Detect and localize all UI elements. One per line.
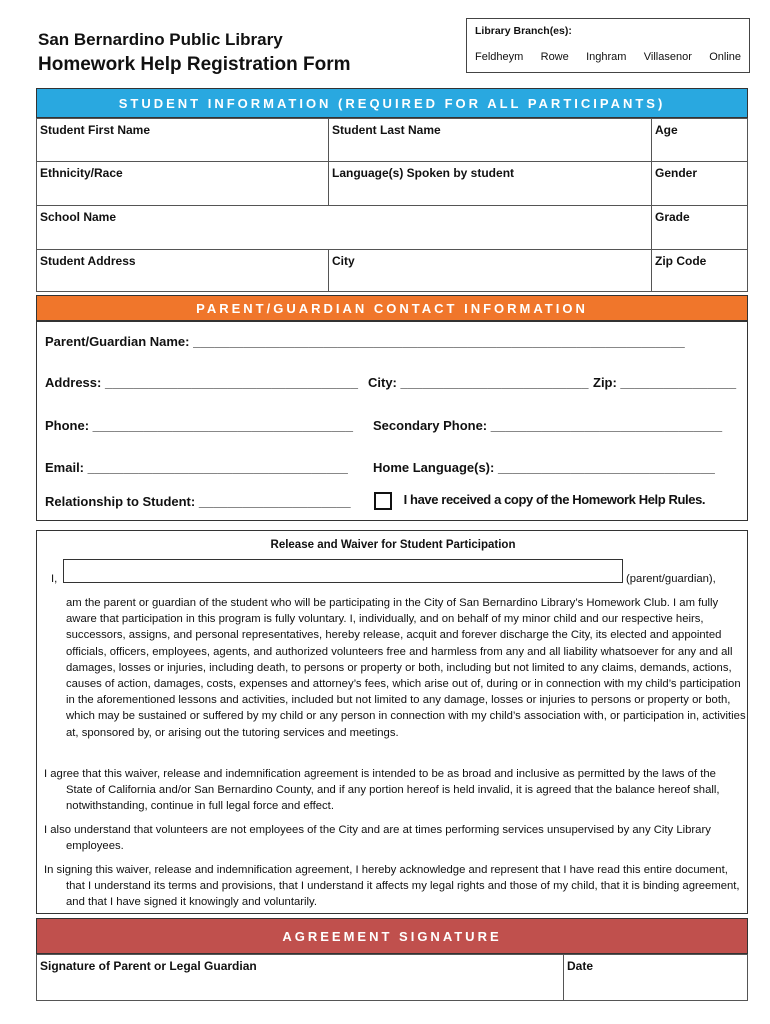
waiver-para-2: I agree that this waiver, release and indemnification agreement is intended to be as broad and inclusive as permitted by the laws of the State of California and/or San Bernardino County, and if any portion hereof is held invalid, it is agreed that the balance hereof shall, notwithstanding, continue in full legal force and effect. bbox=[44, 768, 720, 813]
waiver-title: Release and Waiver for Student Participation bbox=[270, 539, 516, 551]
student-address-field[interactable]: Student Address bbox=[37, 250, 329, 292]
branch-rowe[interactable]: Rowe bbox=[540, 51, 569, 63]
signature-field[interactable]: Signature of Parent or Legal Guardian bbox=[37, 955, 564, 1001]
branch-selector bbox=[466, 18, 750, 73]
student-language-field[interactable]: Language(s) Spoken by student bbox=[329, 162, 652, 206]
branch-online[interactable]: Online bbox=[709, 51, 741, 63]
agreement-section-header: AGREEMENT SIGNATURE bbox=[36, 918, 748, 954]
student-gender-field[interactable]: Gender bbox=[652, 162, 748, 206]
student-zip-field[interactable]: Zip Code bbox=[652, 250, 748, 292]
parent-section-header: PARENT/GUARDIAN CONTACT INFORMATION bbox=[36, 295, 748, 321]
rules-ack-label: I have received a copy of the Homework Help Rules. bbox=[403, 492, 706, 508]
student-grade-field[interactable]: Grade bbox=[652, 206, 748, 250]
student-first-name-field[interactable]: Student First Name bbox=[37, 119, 329, 162]
waiver-parent-guardian-label: (parent/guardian), bbox=[626, 573, 716, 585]
waiver-para-3: I also understand that volunteers are not employees of the City and are at times performing services unsupervised by any City Library employees. bbox=[44, 824, 711, 853]
parent-zip-field[interactable]: Zip: ________________ bbox=[593, 375, 737, 390]
student-section-header: STUDENT INFORMATION (REQUIRED FOR ALL PARTICIPANTS) bbox=[36, 88, 748, 118]
student-ethnicity-field[interactable]: Ethnicity/Race bbox=[37, 162, 329, 206]
branch-label: Library Branch(es): bbox=[475, 25, 572, 37]
rules-ack-checkbox[interactable] bbox=[374, 492, 392, 510]
parent-city-field[interactable]: City: __________________________ bbox=[368, 375, 589, 390]
waiver-para-1: am the parent or guardian of the student who will be participating in the City of San Bernardino Library’s Homework Club. I am fully aware that participation in this program is fully voluntary. I, individually, and on behalf of my minor child and our respective heirs, successors, assigns, and personal representatives, hereby release, acquit and forever discharge the City, its elected and appointed officials, officers, employees, agents, and authorized volunteers free and harmless from any and all liability whatsoever for any and all damages, losses or injuries, including death, to persons or property or both, including but not limited to any claims, demands, actions, causes of action, damages, costs, expenses and attorney’s fees, which arise out of, during or in connection with my child’s participation in the aforementioned lessons and activities, included but not limited to any damage, losses or injuries to persons or property or both, which may be sustained or suffered by my child or any person in connection with my child’s association with, or participation in, activities at, sponsored by, or arising out the tutoring services and meetings. bbox=[66, 597, 746, 739]
waiver-box bbox=[36, 530, 748, 914]
parent-address-field[interactable]: Address: ___________________________________ bbox=[45, 375, 359, 390]
student-age-field[interactable]: Age bbox=[652, 119, 748, 162]
parent-guardian-name-input[interactable] bbox=[63, 559, 623, 583]
branch-inghram[interactable]: Inghram bbox=[586, 51, 627, 63]
org-name: San Bernardino Public Library bbox=[38, 30, 283, 49]
signature-table bbox=[36, 954, 748, 1001]
rules-ack-row bbox=[374, 492, 705, 510]
parent-name-field[interactable]: Parent/Guardian Name: ____________________________________________________________________ bbox=[45, 334, 685, 349]
waiver-i-label: I, bbox=[51, 573, 58, 585]
branch-villasenor[interactable]: Villasenor bbox=[643, 51, 692, 63]
date-field[interactable]: Date bbox=[564, 955, 748, 1001]
parent-info-box bbox=[36, 321, 748, 521]
student-city-field[interactable]: City bbox=[329, 250, 652, 292]
parent-relationship-field[interactable]: Relationship to Student: _____________________ bbox=[45, 494, 351, 509]
form-title: Homework Help Registration Form bbox=[38, 54, 351, 75]
parent-secondary-phone-field[interactable]: Secondary Phone: ________________________________ bbox=[373, 418, 723, 433]
parent-home-language-field[interactable]: Home Language(s): ______________________________ bbox=[373, 460, 715, 475]
parent-email-field[interactable]: Email: ____________________________________ bbox=[45, 460, 348, 475]
branch-feldheym[interactable]: Feldheym bbox=[475, 51, 524, 63]
waiver-para-4: In signing this waiver, release and indemnification agreement, I hereby acknowledge and represent that I have read this entire document, that I understand its terms and provisions, that I understand it affects my legal rights and those of my child, that it is binding agreement, and that I have signed it knowingly and voluntarily. bbox=[44, 864, 740, 909]
student-school-field[interactable]: School Name bbox=[37, 206, 652, 250]
student-last-name-field[interactable]: Student Last Name bbox=[329, 119, 652, 162]
student-info-table bbox=[36, 118, 748, 292]
parent-phone-field[interactable]: Phone: ____________________________________ bbox=[45, 418, 353, 433]
